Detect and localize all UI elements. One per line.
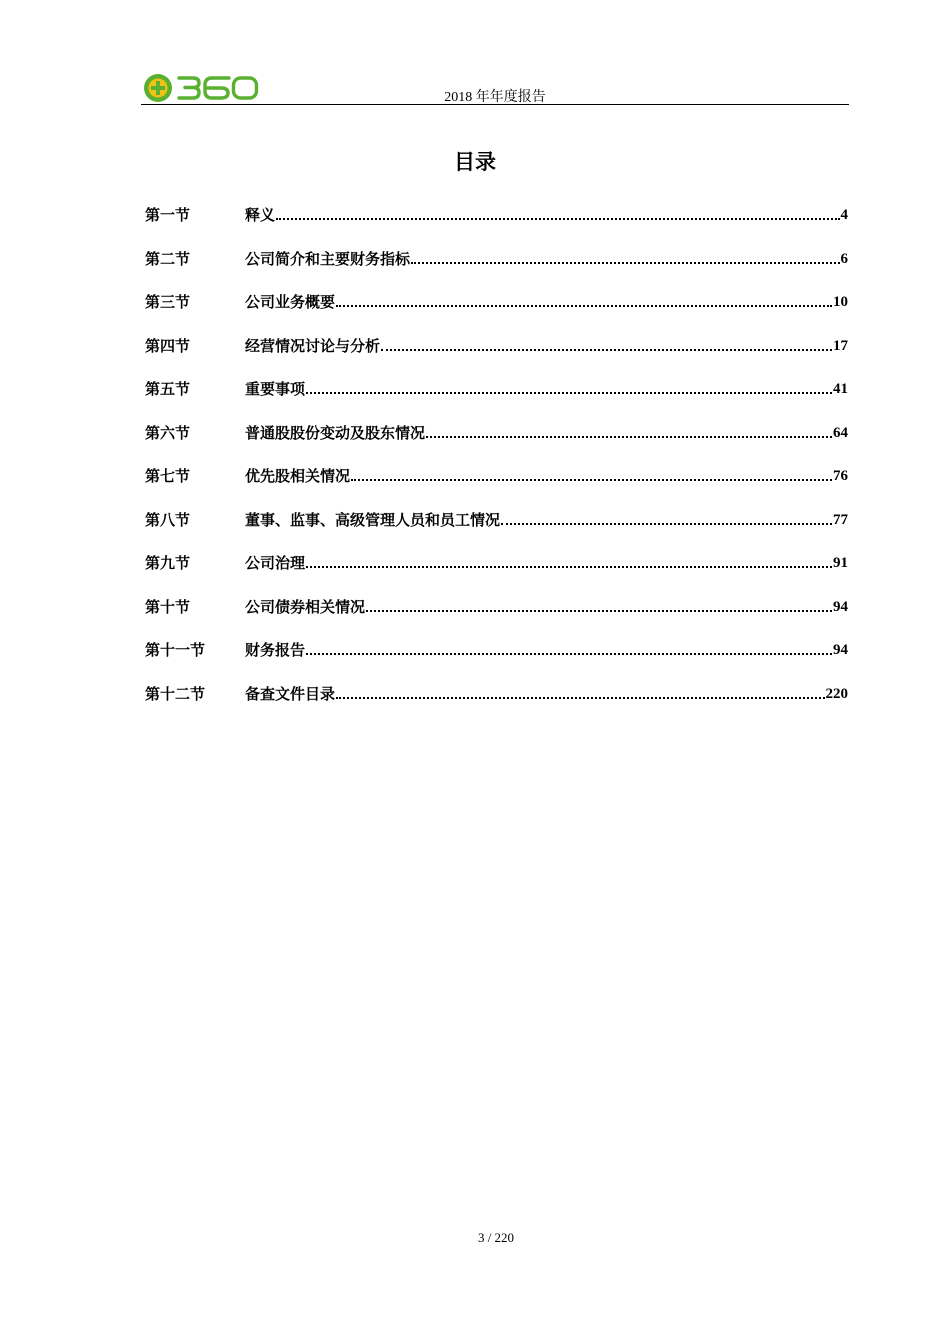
toc-entry-line: [245, 683, 848, 705]
dot-leader: [336, 697, 824, 699]
toc-entry-line: [245, 422, 848, 444]
toc-heading: 目录: [454, 149, 496, 174]
dot-leader: [411, 262, 839, 264]
dot-leader: [276, 218, 839, 220]
toc-entry-title: 董事、监事、高级管理人员和员工情况: [245, 510, 501, 529]
table-of-contents: [145, 204, 848, 727]
toc-entry[interactable]: [145, 509, 848, 553]
dot-leader: [336, 305, 832, 307]
toc-page-number: 17: [833, 337, 848, 354]
toc-section-number: 第十二节: [145, 685, 206, 704]
toc-entry-line: [245, 248, 848, 270]
toc-page-number: 94: [833, 642, 848, 659]
toc-page-number: 10: [833, 294, 848, 311]
toc-page-number: 64: [833, 424, 848, 441]
toc-entry[interactable]: [145, 552, 848, 596]
dot-leader: [306, 566, 832, 568]
dot-leader: [306, 653, 832, 655]
toc-section-number: 第四节: [145, 336, 191, 355]
toc-section-number: 第五节: [145, 380, 191, 399]
toc-entry-line: [245, 639, 848, 661]
toc-section-number: 第十节: [145, 597, 191, 616]
toc-entry[interactable]: [145, 204, 848, 248]
page-header: [141, 62, 849, 106]
toc-entry[interactable]: [145, 248, 848, 292]
toc-entry[interactable]: [145, 422, 848, 466]
toc-entry-title: 经营情况讨论与分析: [245, 336, 381, 355]
toc-entry[interactable]: [145, 683, 848, 727]
toc-page-number: 41: [833, 381, 848, 398]
toc-entry-title: 公司简介和主要财务指标: [245, 249, 411, 268]
toc-entry-line: [245, 552, 848, 574]
toc-entry-line: [245, 204, 848, 226]
toc-section-number: 第二节: [145, 249, 191, 268]
dot-leader: [381, 349, 832, 351]
toc-entry-line: [245, 291, 848, 313]
page-number: 3 / 220: [477, 1230, 515, 1245]
dot-leader: [306, 392, 832, 394]
toc-entry-line: [245, 378, 848, 400]
toc-section-number: 第八节: [145, 510, 191, 529]
toc-entry-title: 公司债券相关情况: [245, 597, 366, 616]
report-title: 2018 年年度报告: [444, 90, 546, 105]
header-divider: [141, 104, 849, 105]
toc-page-number: 6: [840, 250, 848, 267]
dot-leader: [426, 436, 832, 438]
toc-entry-line: [245, 596, 848, 618]
toc-entry-title: 普通股股份变动及股东情况: [245, 423, 426, 442]
toc-entry[interactable]: [145, 639, 848, 683]
toc-section-number: 第三节: [145, 293, 191, 312]
toc-page-number: 77: [833, 511, 848, 528]
toc-entry-title: 公司治理: [245, 554, 306, 573]
toc-entry-line: [245, 509, 848, 531]
toc-entry-title: 备查文件目录: [245, 685, 336, 704]
toc-section-number: 第十一节: [145, 641, 206, 660]
dot-leader: [366, 610, 832, 612]
toc-page-number: 91: [833, 555, 848, 572]
toc-page-number: 220: [825, 686, 848, 703]
toc-page-number: 76: [833, 468, 848, 485]
toc-entry[interactable]: [145, 378, 848, 422]
toc-entry[interactable]: [145, 465, 848, 509]
toc-entry[interactable]: [145, 335, 848, 379]
toc-entry-title: 优先股相关情况: [245, 467, 351, 486]
toc-section-number: 第七节: [145, 467, 191, 486]
toc-section-number: 第九节: [145, 554, 191, 573]
dot-leader: [501, 523, 832, 525]
toc-entry[interactable]: [145, 596, 848, 640]
toc-entry-title: 财务报告: [245, 641, 306, 660]
dot-leader: [351, 479, 832, 481]
toc-entry-title: 公司业务概要: [245, 293, 336, 312]
toc-entry-title: 重要事项: [245, 380, 306, 399]
toc-entry-title: 释义: [245, 206, 276, 224]
toc-page-number: 4: [840, 207, 848, 223]
toc-entry-line: [245, 465, 848, 487]
toc-section-number: 第一节: [145, 206, 191, 224]
toc-entry[interactable]: [145, 291, 848, 335]
toc-page-number: 94: [833, 598, 848, 615]
toc-section-number: 第六节: [145, 423, 191, 442]
toc-entry-line: [245, 335, 848, 357]
